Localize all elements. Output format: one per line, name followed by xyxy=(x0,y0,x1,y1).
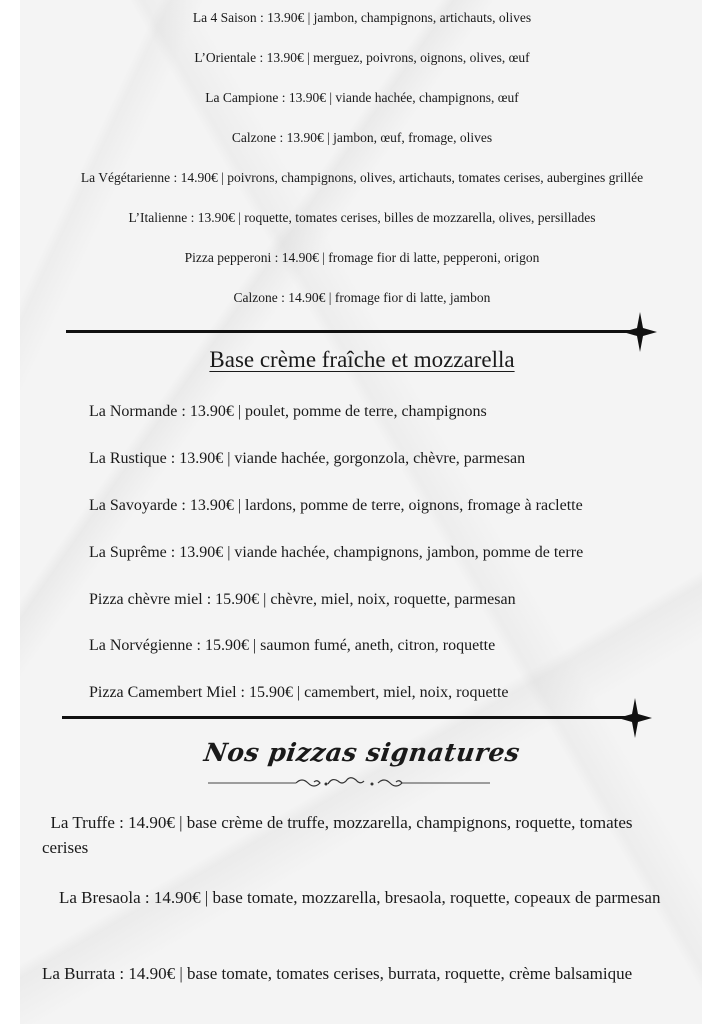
menu-item: La Burrata : 14.90€ | base tomate, tomates cerises, burrata, roquette, crème balsamique xyxy=(42,964,633,983)
menu-item: La Norvégienne : 15.90€ | saumon fumé, aneth, citron, roquette xyxy=(89,637,496,654)
menu-item: La Normande : 13.90€ | poulet, pomme de terre, champignons xyxy=(89,403,487,420)
section-title-signatures: Nos pizzas signatures xyxy=(202,738,522,767)
menu-item: L’Italienne : 13.90€ | roquette, tomates cerises, billes de mozzarella, olives, persillades xyxy=(128,210,596,225)
section-divider xyxy=(62,716,634,719)
menu-item: La Savoyarde : 13.90€ | lardons, pomme de terre, oignons, fromage à raclette xyxy=(89,497,583,514)
menu-item: La Truffe : 14.90€ | base crème de truffe, mozzarella, champignons, roquette, tomates cerises xyxy=(42,813,637,857)
four-point-star-icon xyxy=(618,698,652,738)
menu-item: L’Orientale : 13.90€ | merguez, poivrons, oignons, olives, œuf xyxy=(194,50,530,65)
section-divider xyxy=(66,330,642,333)
section-title-base-creme: Base crème fraîche et mozzarella xyxy=(209,347,515,372)
menu-item: Pizza Camembert Miel : 15.90€ | camembert, miel, noix, roquette xyxy=(89,684,509,701)
menu-item: Calzone : 14.90€ | fromage fior di latte, jambon xyxy=(233,290,491,305)
menu-item: Calzone : 13.90€ | jambon, œuf, fromage, olives xyxy=(231,130,493,145)
menu-item: La Rustique : 13.90€ | viande hachée, gorgonzola, chèvre, parmesan xyxy=(89,450,526,467)
scroll-flourish-icon xyxy=(208,776,490,790)
menu-item: La Bresaola : 14.90€ | base tomate, mozzarella, bresaola, roquette, copeaux de parmesan xyxy=(42,888,661,907)
menu-item: La 4 Saison : 13.90€ | jambon, champignons, artichauts, olives xyxy=(192,10,532,25)
menu-item: La Campione : 13.90€ | viande hachée, champignons, œuf xyxy=(205,90,519,105)
menu-item: Pizza chèvre miel : 15.90€ | chèvre, miel, noix, roquette, parmesan xyxy=(89,591,516,608)
menu-item: Pizza pepperoni : 14.90€ | fromage fior di latte, pepperoni, origon xyxy=(184,250,540,265)
menu-item: La Suprême : 13.90€ | viande hachée, champignons, jambon, pomme de terre xyxy=(89,544,584,561)
four-point-star-icon xyxy=(623,312,657,352)
menu-item: La Végétarienne : 14.90€ | poivrons, champignons, olives, artichauts, tomates cerises, aubergines grillée xyxy=(80,170,644,185)
